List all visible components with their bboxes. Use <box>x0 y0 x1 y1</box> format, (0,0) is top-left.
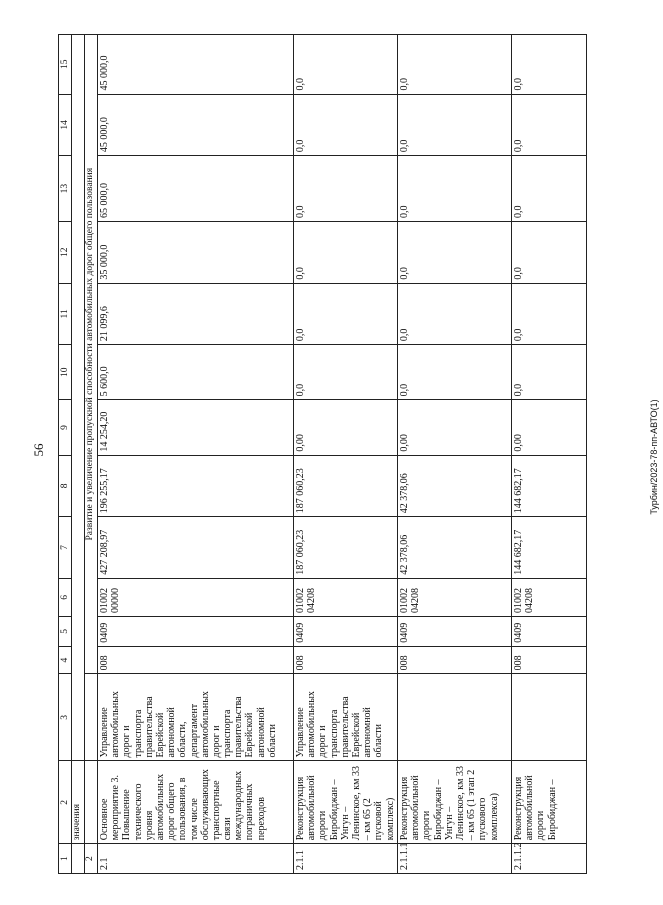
cell-value: 42 378,06 <box>398 455 512 517</box>
cell-value: 65 000,0 <box>98 156 294 222</box>
page-number: 56 <box>31 443 46 457</box>
cell-value: 0,0 <box>512 94 587 156</box>
grbs-code: 008 <box>398 646 512 674</box>
row-number: 2 <box>85 844 98 874</box>
table-row <box>98 35 294 874</box>
cell-value: 0,0 <box>294 94 398 156</box>
cell-value: 0,0 <box>512 156 587 222</box>
document-code: Турбин/2023-78-пп-АВТО(1) <box>649 399 659 515</box>
cell-value: 5 600,0 <box>98 345 294 400</box>
column-number-row <box>59 35 72 874</box>
cell-value: 0,00 <box>294 400 398 455</box>
table-row <box>294 35 398 874</box>
column-number: 2 <box>59 761 72 844</box>
cell-value: 14 254,20 <box>98 400 294 455</box>
responsible-executor <box>398 674 512 761</box>
cell-value: 187 060,23 <box>294 517 398 579</box>
cell-value: 0,0 <box>294 345 398 400</box>
column-number: 15 <box>59 35 72 95</box>
cell-value: 0,0 <box>294 35 398 95</box>
measure-name: Основное мероприятие 3. Повышение технического уровня автомобильных дорог общего пользования, в том числе обслуживающих транспортные связи международных пограничных переходов <box>98 761 294 844</box>
column-number: 7 <box>59 517 72 579</box>
measure-name: Реконструкция автомобильной дороги Биробиджан – Унгун – Ленинское, км 33 – км 65 (1 этап 2 пускового комплекса) <box>398 761 512 844</box>
cell-value: 0,0 <box>398 221 512 283</box>
target-article-code: 01002 00000 <box>98 578 294 616</box>
rotated-table-wrapper <box>58 34 587 874</box>
column-number: 10 <box>59 345 72 400</box>
cell-value: 144 682,17 <box>512 517 587 579</box>
measure-name: Реконструкция автомобильной дороги Биробиджан – Унгун – Ленинское, км 33 – км 65 (2 пусковой комплекс) <box>294 761 398 844</box>
responsible-executor: Управление автомобильных дорог и транспорта правительства Еврейской автономной области, департамент автомобильных дорог и транспорта правительства Еврейской автономной области <box>98 674 294 761</box>
cell-value: 187 060,23 <box>294 455 398 517</box>
grbs-code: 008 <box>294 646 398 674</box>
column-number: 8 <box>59 455 72 517</box>
column-number: 1 <box>59 844 72 874</box>
cell-value: 0,0 <box>294 156 398 222</box>
column-number: 11 <box>59 283 72 345</box>
column-number: 12 <box>59 221 72 283</box>
responsible-executor: Управление автомобильных дорог и транспорта правительства Еврейской автономной области <box>294 674 398 761</box>
grbs-code: 008 <box>98 646 294 674</box>
cell-value: 0,0 <box>512 35 587 95</box>
cell-value: 0,0 <box>294 283 398 345</box>
cell-value: 427 208,97 <box>98 517 294 579</box>
section-row <box>85 35 98 874</box>
row-number: 2.1 <box>98 844 294 874</box>
continued-row <box>72 35 85 874</box>
cell-value: 42 378,06 <box>398 517 512 579</box>
responsible-executor <box>512 674 587 761</box>
cell-value: 0,00 <box>398 400 512 455</box>
cell-value: 21 099,6 <box>98 283 294 345</box>
target-article-code: 01002 04208 <box>398 578 512 616</box>
continued-label: значения <box>72 761 85 844</box>
column-number: 6 <box>59 578 72 616</box>
table-row <box>512 35 587 874</box>
column-number: 13 <box>59 156 72 222</box>
cell-value: 0,00 <box>512 400 587 455</box>
cell-value: 0,0 <box>512 283 587 345</box>
cell-value: 0,0 <box>398 156 512 222</box>
cell-value: 144 682,17 <box>512 455 587 517</box>
cell-value: 0,0 <box>512 221 587 283</box>
target-article-code: 01002 04208 <box>512 578 587 616</box>
column-number: 4 <box>59 646 72 674</box>
row-number: 2.1.1.2 <box>512 844 587 874</box>
row-number: 2.1.1.1 <box>398 844 512 874</box>
cell-value: 0,0 <box>398 283 512 345</box>
section-title: Развитие и увеличение пропускной способности автомобильных дорог общего пользования <box>85 35 98 674</box>
cell-value: 0,0 <box>398 345 512 400</box>
program-funding-table <box>58 34 587 874</box>
grbs-code: 008 <box>512 646 587 674</box>
cell-value: 45 000,0 <box>98 35 294 95</box>
cell-value: 35 000,0 <box>98 221 294 283</box>
measure-name: Реконструкция автомобильной дороги Биробиджан – <box>512 761 587 844</box>
column-number: 14 <box>59 94 72 156</box>
cell-value: 0,0 <box>398 35 512 95</box>
target-article-code: 01002 04208 <box>294 578 398 616</box>
row-number: 2.1.1 <box>294 844 398 874</box>
cell-value: 196 255,17 <box>98 455 294 517</box>
section-code: 0409 <box>512 617 587 647</box>
section-code: 0409 <box>294 617 398 647</box>
cell-value: 0,0 <box>294 221 398 283</box>
section-code: 0409 <box>98 617 294 647</box>
cell-value: 0,0 <box>512 345 587 400</box>
cell-value: 0,0 <box>398 94 512 156</box>
column-number: 5 <box>59 617 72 647</box>
column-number: 3 <box>59 674 72 761</box>
column-number: 9 <box>59 400 72 455</box>
cell-value: 45 000,0 <box>98 94 294 156</box>
table-row <box>398 35 512 874</box>
section-code: 0409 <box>398 617 512 647</box>
